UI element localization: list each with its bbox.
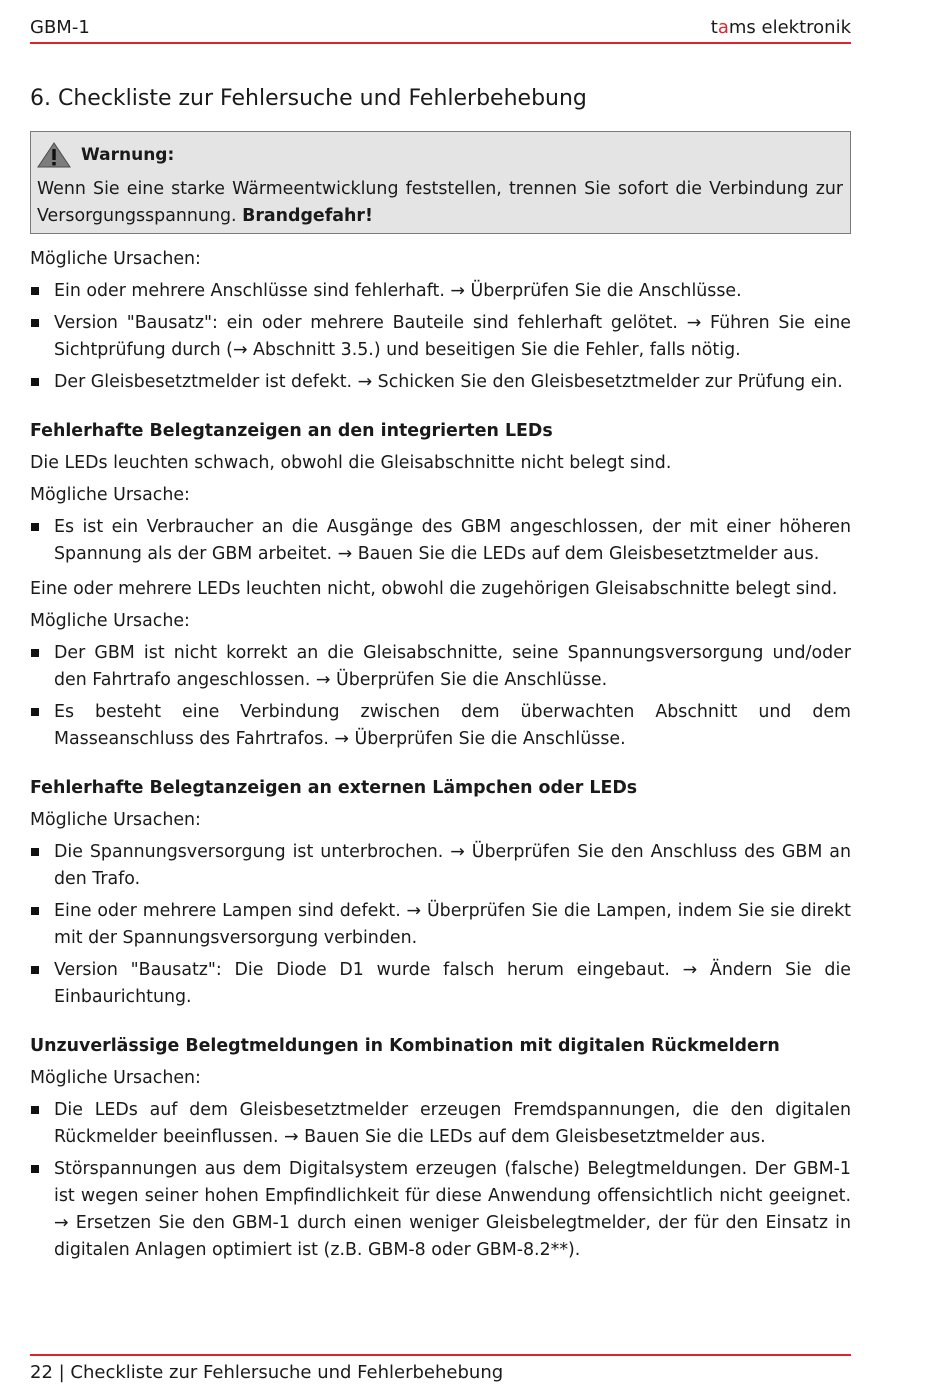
bullet-icon xyxy=(31,1106,39,1114)
bullet-icon xyxy=(31,378,39,386)
causes-list xyxy=(30,1097,851,1264)
list-item xyxy=(30,898,851,952)
list-item xyxy=(30,310,851,364)
footer-text: 22 | Checkliste zur Fehlersuche und Fehlerbehebung xyxy=(30,1362,504,1383)
causes-intro: Mögliche Ursachen: xyxy=(30,810,201,830)
bullet-icon xyxy=(31,848,39,856)
document-page xyxy=(30,0,851,1386)
causes-intro: Mögliche Ursache: xyxy=(30,611,190,631)
list-item xyxy=(30,957,851,1011)
list-item-text: Eine oder mehrere Lampen sind defekt. → Überprüfen Sie die Lampen, indem Sie sie direkt mit der Spannungsversorgung verbinden. xyxy=(54,901,851,948)
bullet-icon xyxy=(31,907,39,915)
warning-triangle-icon xyxy=(37,142,71,168)
causes-intro: Mögliche Ursachen: xyxy=(30,1068,201,1088)
bullet-icon xyxy=(31,523,39,531)
warning-title-row xyxy=(37,142,174,168)
causes-intro: Mögliche Ursache: xyxy=(30,485,190,505)
list-item-text: Ein oder mehrere Anschlüsse sind fehlerhaft. → Überprüfen Sie die Anschlüsse. xyxy=(54,281,742,301)
list-item xyxy=(30,699,851,753)
page-title: 6. Checkliste zur Fehlersuche und Fehlerbehebung xyxy=(30,86,587,111)
warning-text-body: Wenn Sie eine starke Wärmeentwicklung feststellen, trennen Sie sofort die Verbindung zur Versorgungsspannung. xyxy=(37,179,843,226)
header-product: GBM-1 xyxy=(30,17,90,38)
footer-rule xyxy=(30,1354,851,1356)
paragraph: Die LEDs leuchten schwach, obwohl die Gleisabschnitte nicht belegt sind. xyxy=(30,453,672,473)
list-item xyxy=(30,1097,851,1151)
header-brand-post: ms elektronik xyxy=(728,17,851,38)
content xyxy=(30,246,851,1269)
paragraph: Eine oder mehrere LEDs leuchten nicht, obwohl die zugehörigen Gleisabschnitte belegt sind. xyxy=(30,579,838,599)
list-item-text: Der GBM ist nicht korrekt an die Gleisabschnitte, seine Spannungsversorgung und/oder den Fahrtrafo angeschlossen. → Überprüfen Sie die Anschlüsse. xyxy=(54,643,851,690)
list-item xyxy=(30,1156,851,1264)
header-brand-pre: t xyxy=(710,17,718,38)
header-brand xyxy=(711,17,851,38)
list-item xyxy=(30,278,851,305)
list-item-text: Der Gleisbesetztmelder ist defekt. → Schicken Sie den Gleisbesetztmelder zur Prüfung ein. xyxy=(54,372,843,392)
list-item-text: Es ist ein Verbraucher an die Ausgänge des GBM angeschlossen, der mit einer höheren Spannung als der GBM arbeitet. → Bauen Sie die LEDs auf dem Gleisbesetztmelder aus. xyxy=(54,517,851,564)
list-item-text: Störspannungen aus dem Digitalsystem erzeugen (falsche) Belegtmeldungen. Der GBM-1 ist wegen seiner hohen Empfindlichkeit für diese Anwendung offensichtlich nicht geeignet. → Ersetzen Sie den GBM-1 durch einen weniger Gleisbelegtmelder, der für den Einsatz in digitalen Anlagen optimiert ist (z.B. GBM-8 oder GBM-8.2**). xyxy=(54,1159,851,1260)
section-heading: Fehlerhafte Belegtanzeigen an den integrierten LEDs xyxy=(30,421,553,441)
list-item xyxy=(30,369,851,396)
section-heading: Fehlerhafte Belegtanzeigen an externen Lämpchen oder LEDs xyxy=(30,778,638,798)
list-item xyxy=(30,640,851,694)
list-item xyxy=(30,514,851,568)
list-item-text: Version "Bausatz": ein oder mehrere Bauteile sind fehlerhaft gelötet. → Führen Sie eine Sichtprüfung durch (→ Abschnitt 3.5.) und beseitigen Sie die Fehler, falls nötig. xyxy=(54,313,851,360)
page-header xyxy=(30,14,851,44)
list-item-text: Version "Bausatz": Die Diode D1 wurde falsch herum eingebaut. → Ändern Sie die Einbaurichtung. xyxy=(54,960,851,1007)
causes-list xyxy=(30,839,851,1011)
causes-list xyxy=(30,514,851,568)
list-item-text: Es besteht eine Verbindung zwischen dem überwachten Abschnitt und dem Masseanschluss des Fahrtrafos. → Überprüfen Sie die Anschlüsse. xyxy=(54,702,851,749)
bullet-icon xyxy=(31,319,39,327)
bullet-icon xyxy=(31,966,39,974)
bullet-icon xyxy=(31,287,39,295)
list-item xyxy=(30,839,851,893)
warning-bold: Brandgefahr! xyxy=(242,206,373,226)
causes-intro: Mögliche Ursachen: xyxy=(30,249,201,269)
header-rule xyxy=(30,42,851,44)
bullet-icon xyxy=(31,649,39,657)
header-brand-accent: a xyxy=(717,17,729,38)
warning-box xyxy=(30,131,851,234)
bullet-icon xyxy=(31,1165,39,1173)
warning-title: Warnung: xyxy=(81,145,175,165)
bullet-icon xyxy=(31,708,39,716)
list-item-text: Die Spannungsversorgung ist unterbrochen. → Überprüfen Sie den Anschluss des GBM an den Trafo. xyxy=(54,842,851,889)
causes-list xyxy=(30,278,851,396)
section-heading: Unzuverlässige Belegtmeldungen in Kombination mit digitalen Rückmeldern xyxy=(30,1036,780,1056)
causes-list xyxy=(30,640,851,753)
list-item-text: Die LEDs auf dem Gleisbesetztmelder erzeugen Fremdspannungen, die den digitalen Rückmelder beeinflussen. → Bauen Sie die LEDs auf dem Gleisbesetztmelder aus. xyxy=(54,1100,851,1147)
warning-text xyxy=(37,176,843,230)
